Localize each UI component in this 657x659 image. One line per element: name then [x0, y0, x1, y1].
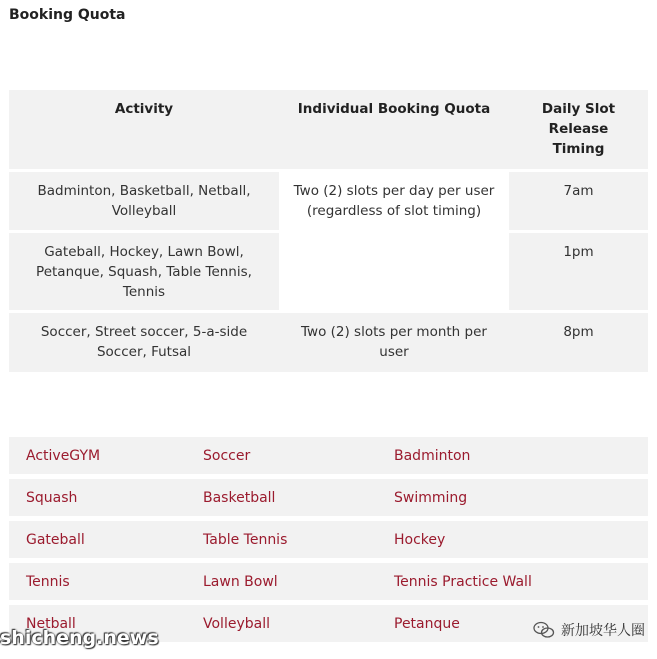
sport-link[interactable]: Soccer	[203, 447, 251, 464]
activity-line: Soccer, Futsal	[96, 344, 192, 360]
sport-link[interactable]: Volleyball	[203, 615, 270, 632]
header-timing-line: Timing	[552, 141, 605, 157]
table-row	[9, 172, 648, 230]
quota-line: Two (2) slots per month per	[301, 324, 487, 340]
sport-link[interactable]: Tennis Practice Wall	[394, 573, 532, 590]
activity-line: Petanque, Squash, Table Tennis,	[36, 264, 252, 280]
sport-link[interactable]: Lawn Bowl	[203, 573, 278, 590]
activity-line: Soccer, Street soccer, 5-a-side	[40, 324, 248, 340]
sports-links-table	[9, 437, 648, 642]
sport-link[interactable]: Basketball	[203, 489, 276, 506]
activity-line: Badminton, Basketball, Netball,	[37, 183, 251, 199]
sport-link[interactable]: Netball	[26, 615, 76, 632]
page-title: Booking Quota	[9, 7, 126, 23]
sport-link[interactable]: Squash	[26, 489, 78, 506]
activity-cell	[9, 322, 279, 372]
watermark-right-text: 新加坡华人圈	[561, 623, 645, 639]
quota-line: Two (2) slots per day per user	[293, 183, 495, 199]
table-header-row	[9, 90, 648, 169]
timing-cell: 7am	[563, 183, 594, 199]
activity-cell	[9, 242, 279, 310]
table-row	[9, 437, 648, 474]
quota-line: user	[379, 344, 409, 360]
table-row	[9, 479, 648, 516]
sport-link[interactable]: Swimming	[394, 489, 468, 506]
sport-link[interactable]: Table Tennis	[203, 531, 288, 548]
header-timing	[509, 99, 648, 169]
table-row	[9, 521, 648, 558]
sport-link[interactable]: ActiveGYM	[26, 447, 101, 464]
header-timing-line: Daily Slot	[541, 101, 616, 117]
timing-cell: 1pm	[563, 244, 594, 260]
activity-line: Tennis	[122, 284, 166, 300]
sport-link[interactable]: Hockey	[394, 531, 446, 548]
timing-cell: 8pm	[563, 324, 594, 340]
quota-cell	[279, 233, 509, 310]
booking-quota-table	[9, 90, 648, 372]
quota-cell	[279, 172, 509, 230]
watermark-left: shicheng.news	[0, 627, 159, 649]
activity-line: Volleyball	[111, 203, 177, 219]
activity-line: Gateball, Hockey, Lawn Bowl,	[44, 244, 244, 260]
header-quota: Individual Booking Quota	[297, 101, 491, 117]
table-row	[9, 313, 648, 372]
header-activity: Activity	[114, 101, 174, 117]
sport-link[interactable]: Badminton	[394, 447, 471, 464]
sport-link[interactable]: Tennis	[26, 573, 70, 590]
sport-link[interactable]: Gateball	[26, 531, 85, 548]
quota-cell	[279, 322, 509, 372]
wechat-icon	[533, 621, 555, 639]
quota-line: (regardless of slot timing)	[306, 203, 482, 219]
table-row	[9, 233, 648, 310]
sport-link[interactable]: Petanque	[394, 615, 460, 632]
watermark-right	[533, 620, 645, 640]
header-timing-line: Release	[548, 121, 609, 137]
activity-cell	[9, 181, 279, 230]
table-row	[9, 563, 648, 600]
